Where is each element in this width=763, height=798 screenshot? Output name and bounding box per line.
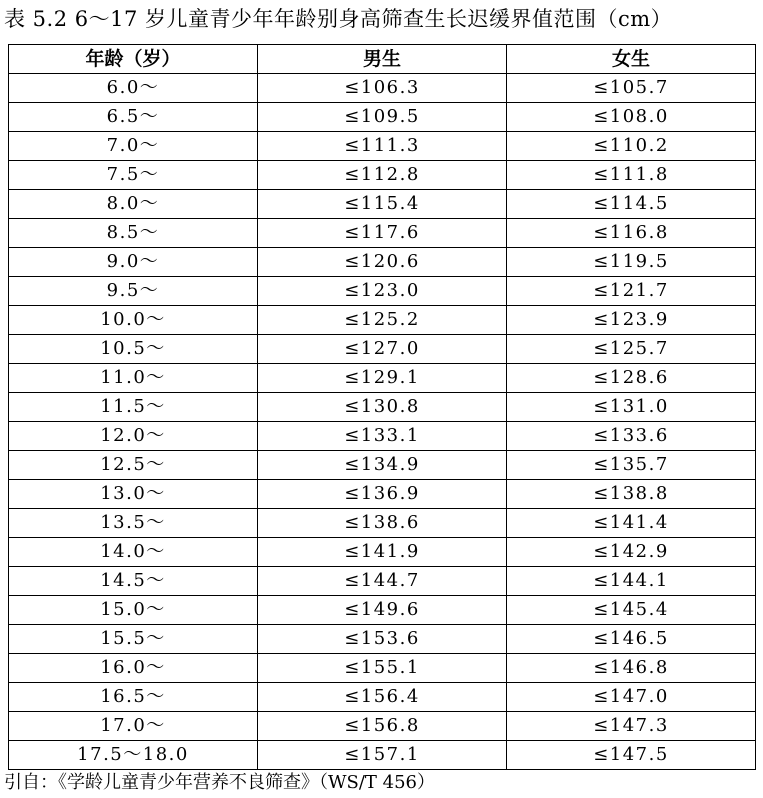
table-header-row [9,45,756,74]
age-cell: 11.0～ [9,364,258,393]
table-row [9,683,756,712]
girls-cell: ≤121.7 [507,277,756,306]
table-row [9,277,756,306]
age-cell: 9.5～ [9,277,258,306]
girls-cell: ≤133.6 [507,422,756,451]
age-cell: 6.5～ [9,103,258,132]
table-row [9,161,756,190]
boys-cell: ≤153.6 [258,625,507,654]
boys-cell: ≤156.8 [258,712,507,741]
table-row [9,103,756,132]
age-cell: 12.0～ [9,422,258,451]
boys-cell: ≤125.2 [258,306,507,335]
table-row [9,393,756,422]
age-cell: 16.5～ [9,683,258,712]
age-cell: 7.0～ [9,132,258,161]
table-row [9,248,756,277]
table-row [9,741,756,770]
age-cell: 15.0～ [9,596,258,625]
age-cell: 16.0～ [9,654,258,683]
boys-cell: ≤123.0 [258,277,507,306]
girls-cell: ≤142.9 [507,538,756,567]
girls-cell: ≤119.5 [507,248,756,277]
table-row [9,335,756,364]
girls-cell: ≤105.7 [507,74,756,103]
table-row [9,364,756,393]
girls-cell: ≤110.2 [507,132,756,161]
girls-cell: ≤108.0 [507,103,756,132]
table-row [9,132,756,161]
age-cell: 6.0～ [9,74,258,103]
boys-cell: ≤155.1 [258,654,507,683]
age-cell: 14.5～ [9,567,258,596]
age-cell: 17.5～18.0 [9,741,258,770]
age-cell: 10.0～ [9,306,258,335]
header-girls: 女生 [507,45,756,74]
girls-cell: ≤138.8 [507,480,756,509]
girls-cell: ≤131.0 [507,393,756,422]
table-row [9,480,756,509]
age-cell: 8.5～ [9,219,258,248]
table-row [9,625,756,654]
boys-cell: ≤117.6 [258,219,507,248]
age-cell: 9.0～ [9,248,258,277]
table-row [9,509,756,538]
boys-cell: ≤138.6 [258,509,507,538]
age-cell: 14.0～ [9,538,258,567]
boys-cell: ≤115.4 [258,190,507,219]
boys-cell: ≤141.9 [258,538,507,567]
girls-cell: ≤146.8 [507,654,756,683]
age-cell: 13.0～ [9,480,258,509]
table-row [9,306,756,335]
table-row [9,74,756,103]
girls-cell: ≤135.7 [507,451,756,480]
boys-cell: ≤130.8 [258,393,507,422]
boys-cell: ≤120.6 [258,248,507,277]
table-row [9,422,756,451]
age-cell: 11.5～ [9,393,258,422]
age-cell: 8.0～ [9,190,258,219]
table-row [9,567,756,596]
boys-cell: ≤106.3 [258,74,507,103]
table-row [9,596,756,625]
height-screening-table [8,44,756,770]
table-row [9,190,756,219]
girls-cell: ≤116.8 [507,219,756,248]
table-caption: 表 5.2 6～17 岁儿童青少年年龄别身高筛查生长迟缓界值范围（cm） [4,7,673,31]
table-row [9,712,756,741]
age-cell: 10.5～ [9,335,258,364]
girls-cell: ≤114.5 [507,190,756,219]
boys-cell: ≤144.7 [258,567,507,596]
header-age: 年龄（岁） [9,45,258,74]
table-row [9,654,756,683]
girls-cell: ≤123.9 [507,306,756,335]
header-boys: 男生 [258,45,507,74]
boys-cell: ≤129.1 [258,364,507,393]
age-cell: 12.5～ [9,451,258,480]
girls-cell: ≤145.4 [507,596,756,625]
boys-cell: ≤156.4 [258,683,507,712]
boys-cell: ≤157.1 [258,741,507,770]
boys-cell: ≤109.5 [258,103,507,132]
age-cell: 17.0～ [9,712,258,741]
boys-cell: ≤149.6 [258,596,507,625]
table-body [9,74,756,770]
girls-cell: ≤146.5 [507,625,756,654]
table-row [9,451,756,480]
girls-cell: ≤147.3 [507,712,756,741]
age-cell: 13.5～ [9,509,258,538]
girls-cell: ≤141.4 [507,509,756,538]
boys-cell: ≤111.3 [258,132,507,161]
girls-cell: ≤147.0 [507,683,756,712]
boys-cell: ≤134.9 [258,451,507,480]
age-cell: 15.5～ [9,625,258,654]
boys-cell: ≤136.9 [258,480,507,509]
boys-cell: ≤127.0 [258,335,507,364]
table-row [9,219,756,248]
girls-cell: ≤128.6 [507,364,756,393]
girls-cell: ≤111.8 [507,161,756,190]
table-row [9,538,756,567]
age-cell: 7.5～ [9,161,258,190]
girls-cell: ≤147.5 [507,741,756,770]
source-citation: 引自：《学龄儿童青少年营养不良筛查》（WS/T 456） [4,772,435,793]
girls-cell: ≤125.7 [507,335,756,364]
girls-cell: ≤144.1 [507,567,756,596]
boys-cell: ≤133.1 [258,422,507,451]
boys-cell: ≤112.8 [258,161,507,190]
